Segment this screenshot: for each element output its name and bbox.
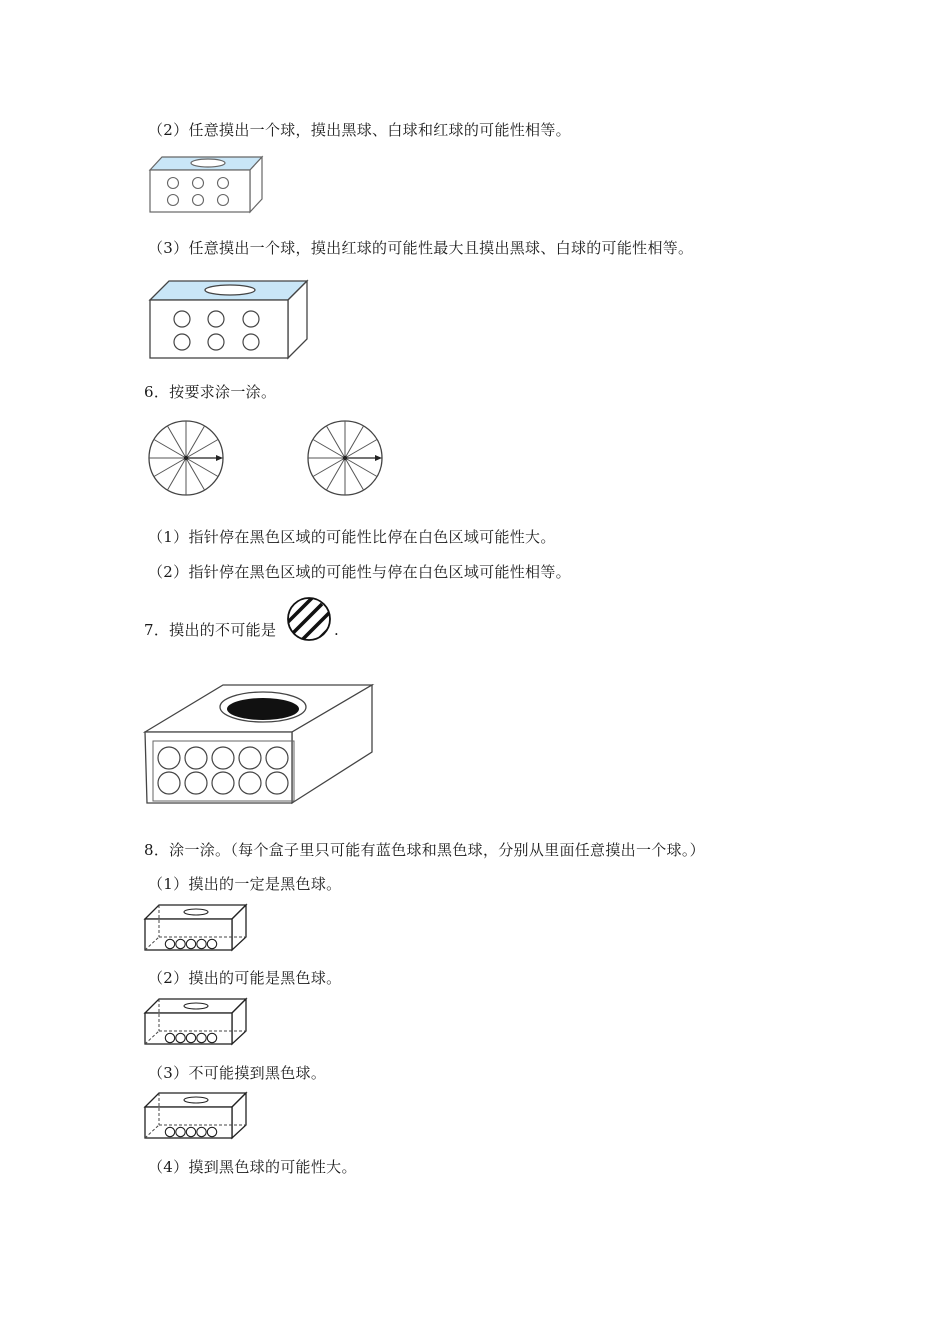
q7-title-suffix: . [334,621,340,639]
spinner-left [146,418,226,498]
q6-item-1: （1）指针停在黑色区域的可能性比停在白色区域可能性大。 [148,528,556,546]
q8-item-4: （4）摸到黑色球的可能性大。 [148,1158,357,1176]
q8-title: 8．涂一涂。（每个盒子里只可能有蓝色球和黑色球，分别从里面任意摸出一个球。） [144,841,705,859]
q5-item-2: （2）任意摸出一个球，摸出黑球、白球和红球的可能性相等。 [148,121,571,139]
box-figure-q5-3 [147,278,311,362]
spinner-right [305,418,385,498]
box-figure-q8-3 [143,1091,249,1141]
q7-title-prefix: 7．摸出的不可能是 [144,621,277,639]
box-figure-q8-2 [143,997,249,1047]
q6-item-2: （2）指针停在黑色区域的可能性与停在白色区域可能性相等。 [148,563,571,581]
q8-item-2: （2）摸出的可能是黑色球。 [148,969,342,987]
striped-ball-icon [286,596,332,642]
box-figure-q8-1 [143,903,249,953]
box-figure-q7 [143,682,375,808]
q8-item-3: （3）不可能摸到黑色球。 [148,1064,327,1082]
q8-item-1: （1）摸出的一定是黑色球。 [148,875,342,893]
q5-item-3: （3）任意摸出一个球，摸出红球的可能性最大且摸出黑球、白球的可能性相等。 [148,239,694,257]
box-figure-q5-2 [148,154,266,216]
q6-title: 6．按要求涂一涂。 [144,383,277,401]
